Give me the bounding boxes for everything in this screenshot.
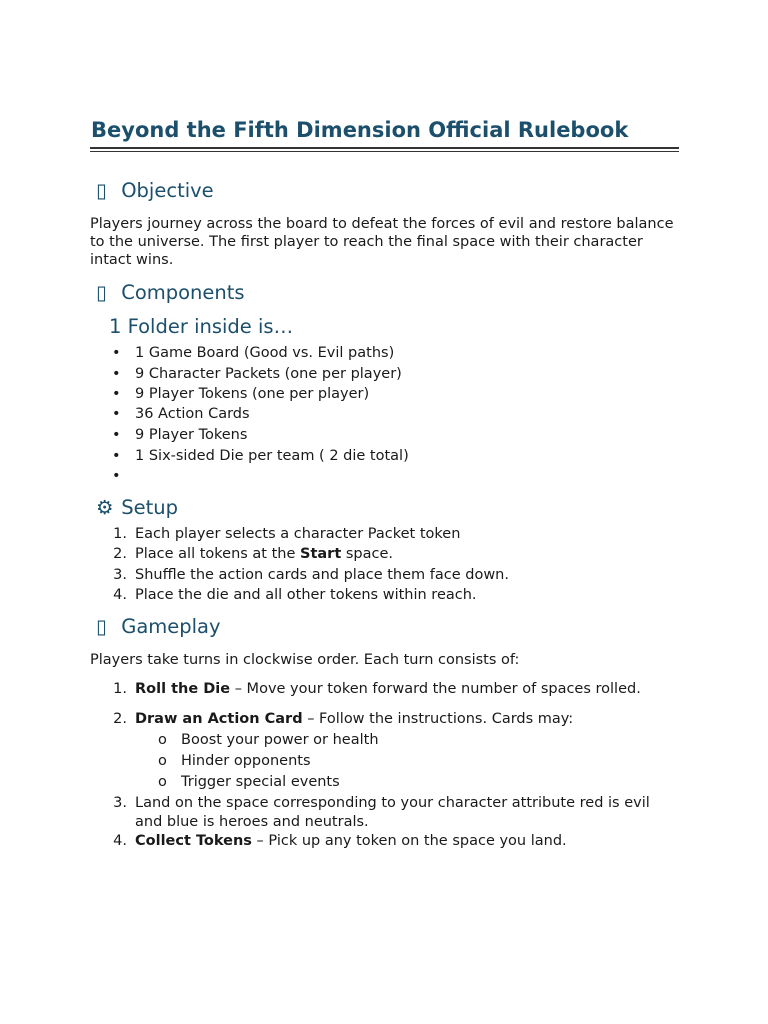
step-text: Shuffle the action cards and place them face down.	[135, 567, 509, 583]
gear-icon: ⚙	[96, 496, 114, 519]
step-text-pre: Place all tokens at the	[135, 546, 301, 562]
title-underline-thin	[90, 151, 679, 152]
bullet: •	[112, 448, 121, 464]
sub-list-item-text: Boost your power or health	[181, 732, 379, 748]
step-number: 1.	[113, 526, 127, 542]
title-underline	[90, 147, 679, 149]
bullet: •	[112, 366, 121, 382]
gameplay-icon: ▯	[96, 615, 107, 638]
list-item-text: 1 Game Board (Good vs. Evil paths)	[135, 345, 395, 361]
step-number: 2.	[113, 546, 127, 562]
objective-text: Players journey across the board to defeat the forces of evil and restore balance to the universe. The first player to reach the final space with their character intact wins.	[90, 216, 674, 269]
list-item-text: 1 Six-sided Die per team ( 2 die total)	[135, 448, 409, 464]
step-text-post: space.	[341, 546, 394, 562]
gameplay-heading-label: Gameplay	[121, 615, 221, 638]
list-item-text: 9 Player Tokens (one per player)	[135, 386, 370, 402]
sub-bullet: o	[158, 753, 167, 769]
components-icon: ▯	[96, 281, 107, 304]
step-text: Place the die and all other tokens within reach.	[135, 587, 477, 603]
document-title: Beyond the Fifth Dimension Official Rulebook	[91, 118, 629, 142]
step-bold: Roll the Die	[135, 681, 231, 697]
step-bold: Collect Tokens	[135, 833, 252, 849]
step-number: 4.	[113, 833, 127, 849]
objective-heading-label: Objective	[121, 179, 214, 202]
objective-icon: ▯	[96, 179, 107, 202]
bullet: •	[112, 345, 121, 361]
sub-bullet: o	[158, 774, 167, 790]
step-text	[135, 545, 393, 563]
bullet: •	[112, 386, 121, 402]
start-keyword: Start	[300, 546, 342, 562]
step-number: 2.	[113, 711, 127, 727]
step-rest: – Pick up any token on the space you land.	[251, 833, 567, 849]
step-text	[135, 680, 641, 698]
components-heading	[96, 280, 245, 306]
objective-heading	[96, 178, 214, 204]
setup-heading	[96, 495, 178, 521]
list-item-text: 9 Character Packets (one per player)	[135, 366, 402, 382]
gameplay-heading	[96, 614, 221, 640]
sub-list-item-text: Trigger special events	[181, 774, 340, 790]
step-text: Each player selects a character Packet token	[135, 526, 461, 542]
list-item-text: 36 Action Cards	[135, 406, 250, 422]
sub-bullet: o	[158, 732, 167, 748]
gameplay-intro	[90, 651, 519, 669]
bullet: •	[112, 406, 121, 422]
step-number: 4.	[113, 587, 127, 603]
components-subheading: 1 Folder inside is…	[109, 315, 294, 338]
bullet: •	[112, 468, 121, 484]
step-text	[135, 832, 567, 850]
step-number: 1.	[113, 681, 127, 697]
components-heading-label: Components	[121, 281, 245, 304]
list-item-text: 9 Player Tokens	[135, 427, 248, 443]
step-bold: Draw an Action Card	[135, 711, 303, 727]
step-rest: – Move your token forward the number of spaces rolled.	[230, 681, 641, 697]
setup-heading-label: Setup	[121, 496, 178, 519]
step-number: 3.	[113, 795, 127, 811]
step-number: 3.	[113, 567, 127, 583]
gameplay-step-text-wrapped: Land on the space corresponding to your character attribute red is evil and blue is heroes and neutrals.	[135, 795, 650, 830]
step-text	[135, 710, 573, 728]
sub-list-item-text: Hinder opponents	[181, 753, 311, 769]
step-rest: – Follow the instructions. Cards may:	[302, 711, 574, 727]
gameplay-intro-text: Players take turns in clockwise order. Each turn consists of:	[90, 652, 520, 668]
bullet: •	[112, 427, 121, 443]
